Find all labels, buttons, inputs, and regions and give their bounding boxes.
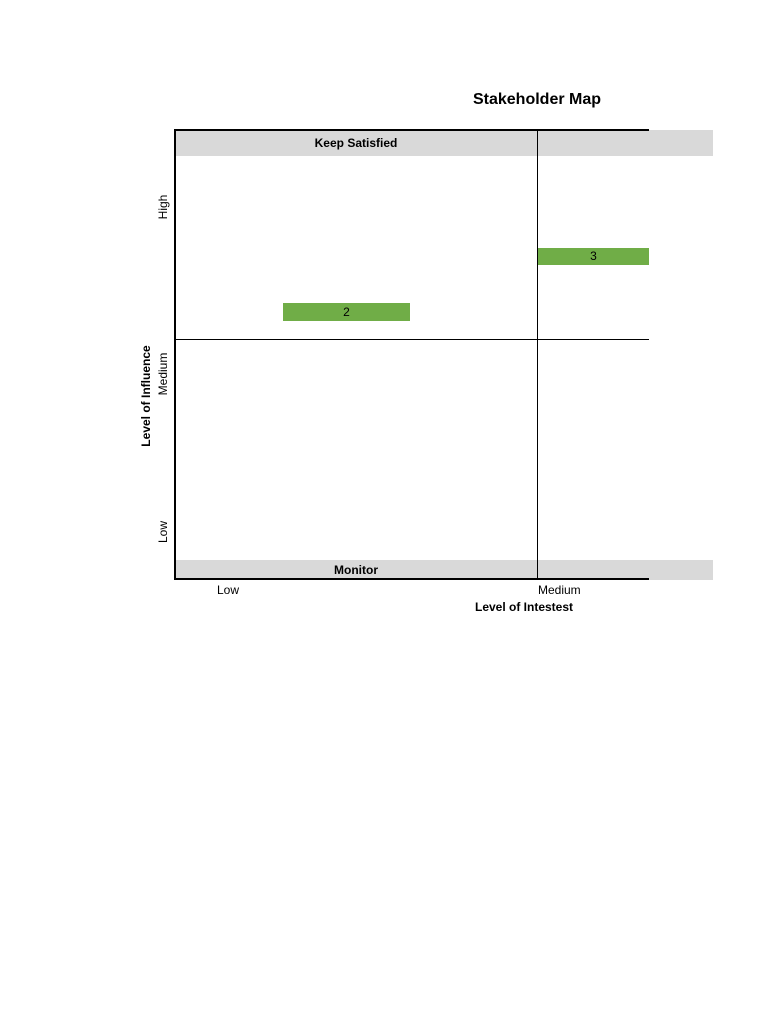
frame-top-line [174, 129, 649, 131]
quadrant-band-top-right [538, 130, 713, 156]
stakeholder-marker-3: 3 [538, 248, 649, 265]
x-tick-medium: Medium [538, 583, 581, 597]
quadrant-label-keep-satisfied: Keep Satisfied [314, 136, 398, 150]
y-tick-low: Low [156, 521, 170, 544]
y-axis-title: Level of Influence [139, 345, 153, 447]
quadrant-band-bottom-right [538, 560, 713, 580]
y-tick-high: High [156, 194, 170, 220]
quadrant-label-monitor: Monitor [334, 563, 378, 577]
y-axis-line [174, 129, 176, 580]
x-axis-title: Level of Intestest [474, 600, 574, 614]
x-axis-line [174, 578, 649, 580]
x-tick-low: Low [217, 583, 240, 597]
quadrant-band-monitor [175, 560, 537, 580]
map-title: Stakeholder Map [472, 91, 602, 108]
stakeholder-marker-2: 2 [283, 303, 410, 321]
quadrant-divider-vertical [537, 131, 538, 579]
y-tick-medium: Medium [156, 352, 170, 396]
quadrant-band-keep-satisfied [175, 130, 537, 156]
quadrant-divider-horizontal [176, 339, 649, 340]
